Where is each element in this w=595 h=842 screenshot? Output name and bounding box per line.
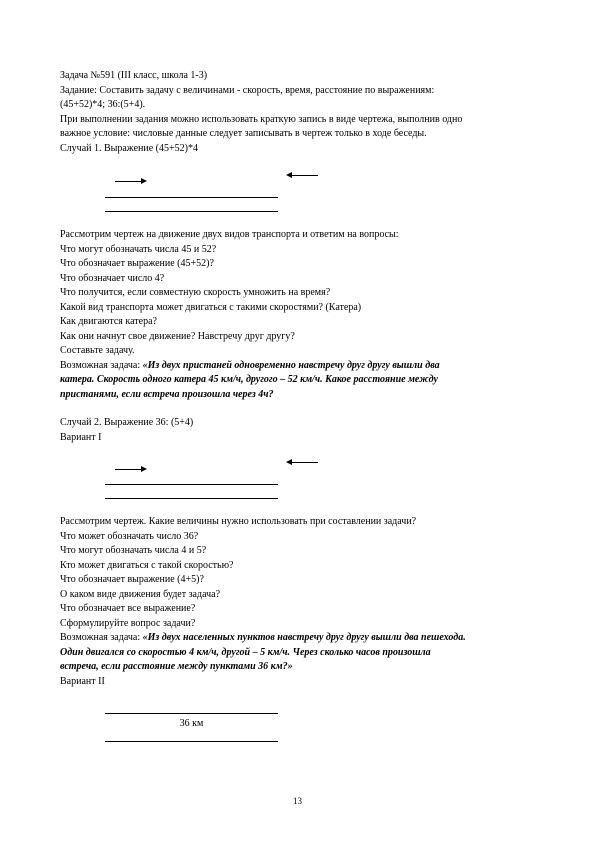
question: О каком виде движения будет задача? [60, 589, 221, 600]
possible-task-1-line-2: катера. Скорость одного катера 45 км/ч, другого – 52 км/ч. Какое расстояние между [60, 374, 438, 385]
variant-2-heading: Вариант II [60, 676, 105, 687]
question: Что обозначает выражение (4+5)? [60, 574, 204, 585]
variant-1-heading: Вариант I [60, 432, 102, 443]
right-arrow-icon [115, 181, 145, 182]
task-note-line-1: При выполнении задания можно использовать краткую запись в виде чертежа, выполнив одно [60, 114, 463, 125]
left-arrow-icon [288, 175, 318, 176]
diagram-3-line-top [105, 713, 278, 714]
possible-task-2-line-1: Возможная задача: «Из двух населенных пунктов навстречу друг другу вышли два пешехода. [60, 632, 466, 643]
question: Как они начнут свое движение? Навстречу друг другу? [60, 331, 295, 342]
question: Кто может двигаться с такой скоростью? [60, 560, 234, 571]
question: Как двигаются катера? [60, 316, 157, 327]
question: Сформулируйте вопрос задачи? [60, 618, 196, 629]
right-arrow-icon [115, 469, 145, 470]
question: Что может обозначать число 36? [60, 531, 199, 542]
diagram-1-line-bottom [105, 211, 278, 212]
possible-task-2-line-2: Один двигался со скоростью 4 км/ч, другой – 5 км/ч. Через сколько часов произошла [60, 647, 431, 658]
case-2-intro: Рассмотрим чертеж. Какие величины нужно использовать при составлении задачи? [60, 516, 417, 527]
possible-task-1-line-1: Возможная задача: «Из двух пристаней одновременно навстречу друг другу вышли два [60, 360, 440, 371]
question: Что обозначает все выражение? [60, 603, 196, 614]
instruction: Составьте задачу. [60, 345, 135, 356]
diagram-2-line-top [105, 484, 278, 485]
distance-label: 36 км [179, 718, 204, 729]
diagram-2-line-bottom [105, 498, 278, 499]
task-title: Задача №591 (III класс, школа 1-3) [60, 70, 208, 81]
left-arrow-icon [288, 462, 318, 463]
task-assignment: Задание: Составить задачу с величинами - скорость, время, расстояние по выражениям: [60, 85, 435, 96]
case-1-intro: Рассмотрим чертеж на движение двух видов транспорта и ответим на вопросы: [60, 229, 399, 240]
question: Что могут обозначать числа 45 и 52? [60, 244, 217, 255]
task-note-line-2: важное условие: числовые данные следует записывать в чертеж только в ходе беседы. [60, 128, 427, 139]
possible-task-2-line-3: встреча, если расстояние между пунктами 36 км?» [60, 661, 293, 672]
possible-task-1-line-3: пристанями, если встреча произошла через 4ч? [60, 389, 274, 400]
question: Что получится, если совместную скорость умножить на время? [60, 287, 331, 298]
question: Какой вид транспорта может двигаться с такими скоростями? (Катера) [60, 302, 362, 313]
diagram-1-line-top [105, 197, 278, 198]
question: Что могут обозначать числа 4 и 5? [60, 545, 207, 556]
diagram-3-line-bottom [105, 741, 278, 742]
question: Что обозначает число 4? [60, 273, 165, 284]
question: Что обозначает выражение (45+52)? [60, 258, 214, 269]
page-number: 13 [293, 796, 302, 806]
case-2-heading: Случай 2. Выражение 36: (5+4) [60, 417, 194, 428]
task-expressions: (45+52)*4; 36:(5+4). [60, 99, 146, 110]
case-1-heading: Случай 1. Выражение (45+52)*4 [60, 143, 198, 154]
